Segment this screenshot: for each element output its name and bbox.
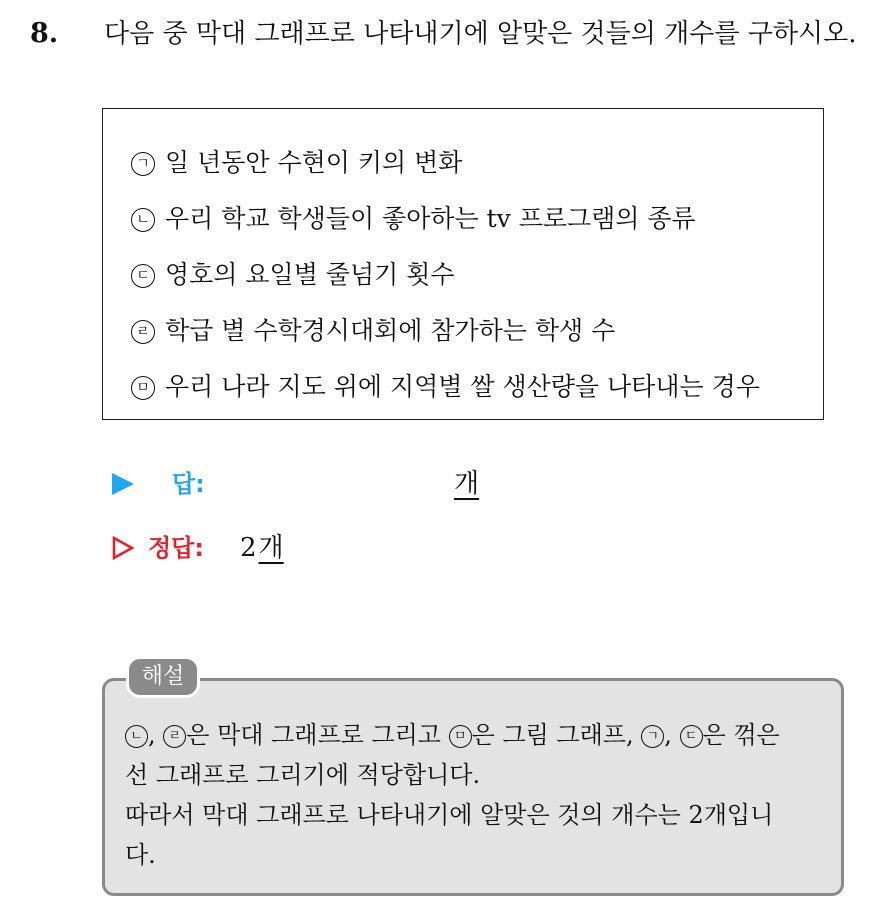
choice-item-2 [131,199,696,239]
question-heading [30,14,870,54]
circled-marker: ㅁ [449,725,472,748]
explanation-separator: , [148,721,164,749]
choice-marker-2: ㄴ [131,208,155,232]
explanation-fragment: 은 막대 그래프로 그리고 [186,721,449,749]
explanation-text [125,715,825,875]
choice-marker-3: ㄷ [131,264,155,288]
circled-marker: ㄴ [125,725,148,748]
explanation-fragment: 은 그림 그래프, [471,721,642,749]
choice-text-5: 우리 나라 지도 위에 지역별 쌀 생산량을 나타내는 경우 [165,372,760,401]
explanation-box [102,678,844,896]
choice-item-3 [131,255,455,295]
explanation-separator: , [664,721,680,749]
choice-text-4: 학급 별 수학경시대회에 참가하는 학생 수 [165,316,616,345]
choice-marker-5: ㅁ [131,376,155,400]
correct-answer-label: 정답: [148,534,204,562]
outline-arrow-icon [112,536,134,560]
circled-marker: ㄹ [163,725,186,748]
choice-item-1 [131,143,462,183]
correct-answer-unit: 개 [258,533,284,563]
choices-box [102,108,824,420]
question-text: 다음 중 막대 그래프로 나타내기에 알맞은 것들의 개수를 구하시오. [104,19,857,49]
circled-marker: ㄷ [680,725,703,748]
explanation-tag: 해설 [126,656,200,698]
choice-text-3: 영호의 요일별 줄넘기 횟수 [165,260,455,289]
correct-answer-value [240,526,284,570]
question-number: 8. [30,18,59,49]
choice-item-5 [131,367,760,407]
circled-marker: ㄱ [641,725,664,748]
explanation-line-2: 선 그래프로 그리기에 적당합니다. [125,761,481,789]
choice-text-1: 일 년동안 수현이 키의 변화 [165,148,463,177]
explanation-line-1 [125,715,825,755]
answer-label: 답: [172,470,205,498]
choice-item-4 [131,311,615,351]
explanation-fragment: 은 꺾은 [702,721,780,749]
correct-answer-number: 2 [240,533,257,563]
choice-marker-4: ㄹ [131,320,155,344]
filled-arrow-icon [112,473,134,495]
explanation-line-3: 따라서 막대 그래프로 나타내기에 알맞은 것의 개수는 2개입니 [125,801,774,829]
answer-blank-unit[interactable]: 개 [454,469,480,499]
answer-row [108,462,708,506]
choice-marker-1: ㄱ [131,152,155,176]
correct-answer-row [108,526,708,570]
choice-text-2: 우리 학교 학생들이 좋아하는 tv 프로그램의 종류 [165,204,696,233]
explanation-line-4: 다. [125,841,156,869]
